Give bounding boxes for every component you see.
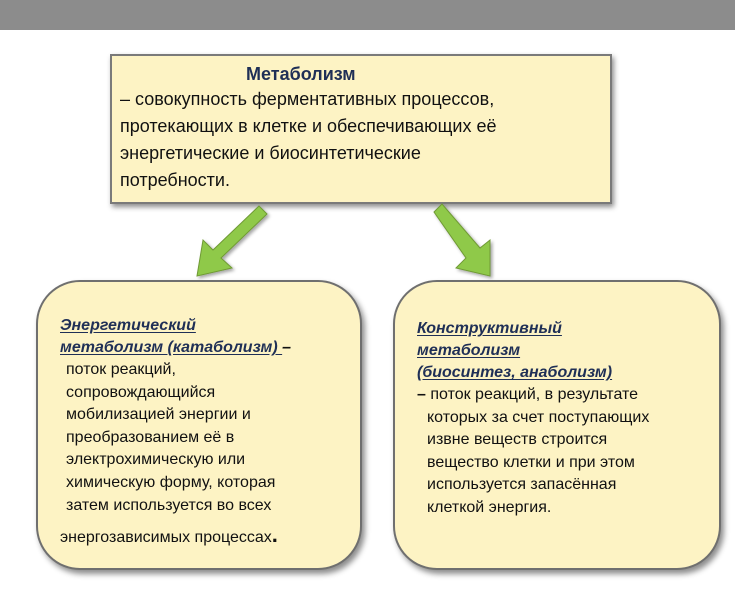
constructive-metabolism-heading: Конструктивный метаболизм (биосинтез, анаболизм) (417, 320, 613, 381)
metabolism-definition-box (110, 54, 612, 204)
top-bar (0, 0, 735, 30)
energy-metabolism-dash: – (282, 339, 292, 356)
constructive-metabolism-description: которых за счет поступающих извне веществ строится вещество клетки и при этом используется запасённая клеткой энергия. (427, 408, 650, 516)
arrow-right-icon (434, 204, 490, 276)
energy-metabolism-description: поток реакций, сопровождающийся мобилизацией энергии и преобразованием её в электрохимическую или химическую форму, которая затем используется во всех (66, 361, 276, 514)
energy-metabolism-last-line (60, 524, 352, 549)
energy-metabolism-box (36, 280, 362, 570)
energy-metabolism-dot: . (271, 522, 278, 548)
energy-metabolism-heading (60, 315, 352, 359)
constructive-metabolism-first-line (417, 384, 711, 407)
metabolism-definition: – совокупность ферментативных процессов, протекающих в клетке и обеспечивающих её энергетические и биосинтетические потребности. (120, 89, 497, 190)
constructive-metabolism-dash: – (417, 386, 426, 403)
arrow-left-icon (197, 206, 267, 276)
metabolism-title: Метаболизм (246, 64, 356, 84)
energy-metabolism-heading-text: Энергетический метаболизм (катаболизм) (60, 317, 278, 356)
constructive-metabolism-first-text: поток реакций, в результате (425, 386, 639, 403)
energy-metabolism-last-text: энергозависимых процессах (60, 529, 272, 547)
constructive-metabolism-box (393, 280, 721, 570)
